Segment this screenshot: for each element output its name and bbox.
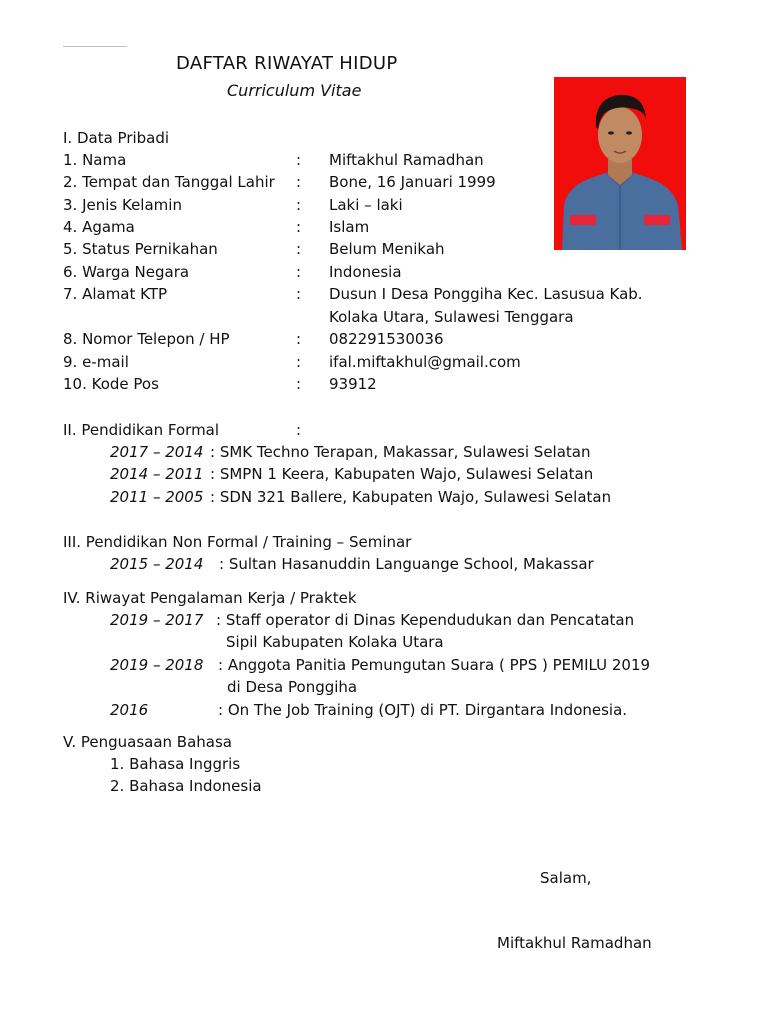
closing-greeting: Salam, <box>540 869 592 887</box>
page-subtitle: Curriculum Vitae <box>227 81 362 100</box>
education-entry: : SMPN 1 Keera, Kabupaten Wajo, Sulawesi Selatan <box>210 465 594 483</box>
field-colon: : <box>296 330 302 348</box>
section-heading-colon: : <box>296 421 302 439</box>
field-colon: : <box>296 151 302 169</box>
language-item: 1. Bahasa Inggris <box>110 755 241 773</box>
section-heading-formal-education: II. Pendidikan Formal <box>63 421 220 439</box>
field-value-address-line2: Kolaka Utara, Sulawesi Tenggara <box>329 308 574 326</box>
section-heading-work-experience: IV. Riwayat Pengalaman Kerja / Praktek <box>63 589 357 607</box>
work-entry-line2: di Desa Ponggiha <box>227 678 358 696</box>
work-entry: : Staff operator di Dinas Kependudukan dan Pencatatan <box>216 611 635 629</box>
training-entry: : Sultan Hasanuddin Languange School, Makassar <box>219 555 594 573</box>
training-years: 2015 – 2014 <box>110 555 204 573</box>
field-value-citizenship: Indonesia <box>329 263 402 281</box>
field-label-phone: 8. Nomor Telepon / HP <box>63 330 230 348</box>
field-colon: : <box>296 285 302 303</box>
work-years: 2016 <box>110 701 149 719</box>
field-colon: : <box>296 353 302 371</box>
field-colon: : <box>296 173 302 191</box>
work-entry: : On The Job Training (OJT) di PT. Dirgantara Indonesia. <box>218 701 628 719</box>
field-label-citizenship: 6. Warga Negara <box>63 263 190 281</box>
education-entry: : SDN 321 Ballere, Kabupaten Wajo, Sulawesi Selatan <box>210 488 612 506</box>
field-label-gender: 3. Jenis Kelamin <box>63 196 182 214</box>
field-label-postal-code: 10. Kode Pos <box>63 375 159 393</box>
education-years: 2011 – 2005 <box>110 488 204 506</box>
page-title: DAFTAR RIWAYAT HIDUP <box>176 53 398 74</box>
field-value-address: Dusun I Desa Ponggiha Kec. Lasusua Kab. <box>329 285 643 303</box>
section-heading-personal-data: I. Data Pribadi <box>63 129 170 147</box>
field-label-address: 7. Alamat KTP <box>63 285 168 303</box>
field-colon: : <box>296 375 302 393</box>
field-label-birth: 2. Tempat dan Tanggal Lahir <box>63 173 275 191</box>
field-label-name: 1. Nama <box>63 151 127 169</box>
field-value-postal-code: 93912 <box>329 375 377 393</box>
language-item: 2. Bahasa Indonesia <box>110 777 262 795</box>
field-value-religion: Islam <box>329 218 370 236</box>
field-label-religion: 4. Agama <box>63 218 135 236</box>
top-rule <box>63 46 127 47</box>
field-label-marital: 5. Status Pernikahan <box>63 240 218 258</box>
field-value-email: ifal.miftakhul@gmail.com <box>329 353 521 371</box>
signature-name: Miftakhul Ramadhan <box>497 934 652 952</box>
field-colon: : <box>296 263 302 281</box>
field-value-gender: Laki – laki <box>329 196 403 214</box>
section-heading-nonformal-education: III. Pendidikan Non Formal / Training – Seminar <box>63 533 412 551</box>
education-years: 2017 – 2014 <box>110 443 204 461</box>
field-value-marital: Belum Menikah <box>329 240 445 258</box>
field-colon: : <box>296 240 302 258</box>
field-value-birth: Bone, 16 Januari 1999 <box>329 173 496 191</box>
work-years: 2019 – 2018 <box>110 656 204 674</box>
field-label-email: 9. e-mail <box>63 353 129 371</box>
field-colon: : <box>296 196 302 214</box>
field-value-name: Miftakhul Ramadhan <box>329 151 484 169</box>
section-heading-languages: V. Penguasaan Bahasa <box>63 733 232 751</box>
work-entry-line2: Sipil Kabupaten Kolaka Utara <box>226 633 444 651</box>
profile-photo <box>554 77 686 250</box>
field-value-phone: 082291530036 <box>329 330 444 348</box>
education-entry: : SMK Techno Terapan, Makassar, Sulawesi Selatan <box>210 443 591 461</box>
portrait-illustration <box>554 77 686 250</box>
work-entry: : Anggota Panitia Pemungutan Suara ( PPS ) PEMILU 2019 <box>218 656 651 674</box>
work-years: 2019 – 2017 <box>110 611 204 629</box>
field-colon: : <box>296 218 302 236</box>
education-years: 2014 – 2011 <box>110 465 204 483</box>
